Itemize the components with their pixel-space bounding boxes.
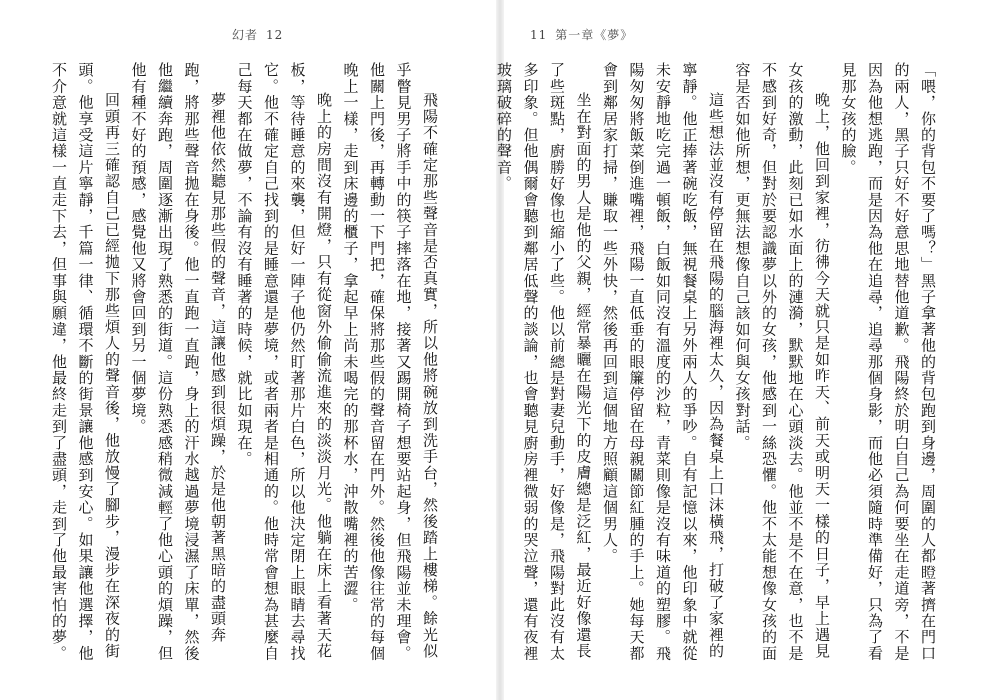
right-page (495, 0, 1001, 700)
paragraph: 晚上，他回到家裡，彷彿今天就只是如昨天、前天或明天一樣的日子，早上遇見女孩的激動，此刻已如水面上的漣漪，默默地在心頭淡去。他並不是不在意，也不是不感到好奇，但對於要認識夢以外的女孩，他感到一絲恐懼。他不太能想像女孩的面容是否如他所想，更無法想像自己該如何與女孩對話。 (733, 62, 831, 662)
paragraph: 這些想法並沒有停留在飛陽的腦海裡太久，因為餐桌上口沫橫飛，打破了家裡的寧靜。他正捧著碗吃飯，無視餐桌上另外兩人的爭吵。自有記憶以來，他印象中就從未安靜地吃完過一頓飯，白飯如同沒有溫度的沙粒，青菜則像是沒有味道的塑膠。飛陽匆匆將飯菜倒進嘴裡，飛陽一直低垂的眼簾停留在母親關節紅腫的手上。她每天都會到鄰居家打掃，賺取一些外快，然後再回到這個地方照顧這個男人。 (601, 62, 725, 662)
book-title: 幻者 (232, 28, 259, 42)
chapter-title: 《夢》 (594, 28, 634, 42)
paragraph: 夢裡他依然聽見那些假的聲音，這讓他感到很煩躁，於是他朝著黑暗的盡頭奔跑，將那些聲音拋在身後。他一直跑一直跑，身上的汗水越過夢境浸濕了床單，然後他繼續奔跑，周圍逐漸出現了熟悉的街道。這份熟悉感稍微減輕了他心頭的煩躁，但他有種不好的預感，感覺他又將會回到另一個夢境。 (129, 62, 227, 662)
left-running-header (232, 26, 283, 43)
left-page-number: 12 (266, 28, 284, 42)
chapter-number: 第一章 (555, 28, 595, 42)
right-page-number: 11 (530, 28, 548, 42)
right-body-text (495, 62, 941, 662)
left-page (0, 0, 496, 700)
right-running-header (530, 26, 633, 43)
paragraph: 飛陽不確定那些聲音是否真實，所以他將碗放到洗手台，然後踏上樓梯。餘光似乎瞥見男子將手中的筷子摔落在地，接著又踢開椅子想要站起身，但飛陽並未理會。他關上門後，再轉動一下門把，確保將那些假的聲音留在門外。然後他像往常的每個晚上一樣，走到床邊的櫃子，拿起早上尚未喝完的那杯水，沖散嘴裡的苦澀。 (341, 62, 439, 662)
paragraph: 「喂，你的背包不要了嗎？」黑子拿著他的背包跑到身邊，周圍的人都瞪著擠在門口的兩人，黑子只好不好意思地替他道歉。飛陽終於明白自己為何要坐在走道旁，不是因為他想逃跑，而是因為他在追尋，追尋那個身影，而他必須隨時準備好，只為了看見那女孩的臉。 (839, 62, 937, 662)
paragraph: 回頭再三確認自己已經拋下那些煩人的聲音後，他放慢了腳步，漫步在深夜的街頭。他享受這片寧靜，千篇一律、循環不斷的街景讓他感到安心。如果讓他選擇，他不介意就這樣一直走下去，但事與願違，他最終走到了盡頭，走到了他最害怕的夢。 (50, 62, 121, 662)
paragraph: 坐在對面的男人是他的父親，經常暴曬在陽光下的皮膚總是泛紅，最近好像還長了些斑點，廚勝好像也縮小了些。他以前總是對妻兒動手，好像是，飛陽對此沒有太多印象。但他偶爾會聽到鄰居低聲的談論，也會聽見廚房裡微弱的哭泣聲，還有夜裡玻璃破碎的聲音。 (495, 62, 593, 662)
paragraph: 晚上的房間沒有開燈，只有從窗外偷偷流進來的淡淡月光。他躺在床上看著天花板，等待睡意的來襲，但好一陣子他仍然盯著那片白色，所以他決定閉上眼睛去尋找它。他不確定自己找到的是睡意還是夢境，或者兩者是相通的。他時常會想為甚麼自己每天都在做夢，不論有沒有睡著的時候，就比如現在。 (235, 62, 333, 662)
left-body-text (23, 62, 443, 662)
